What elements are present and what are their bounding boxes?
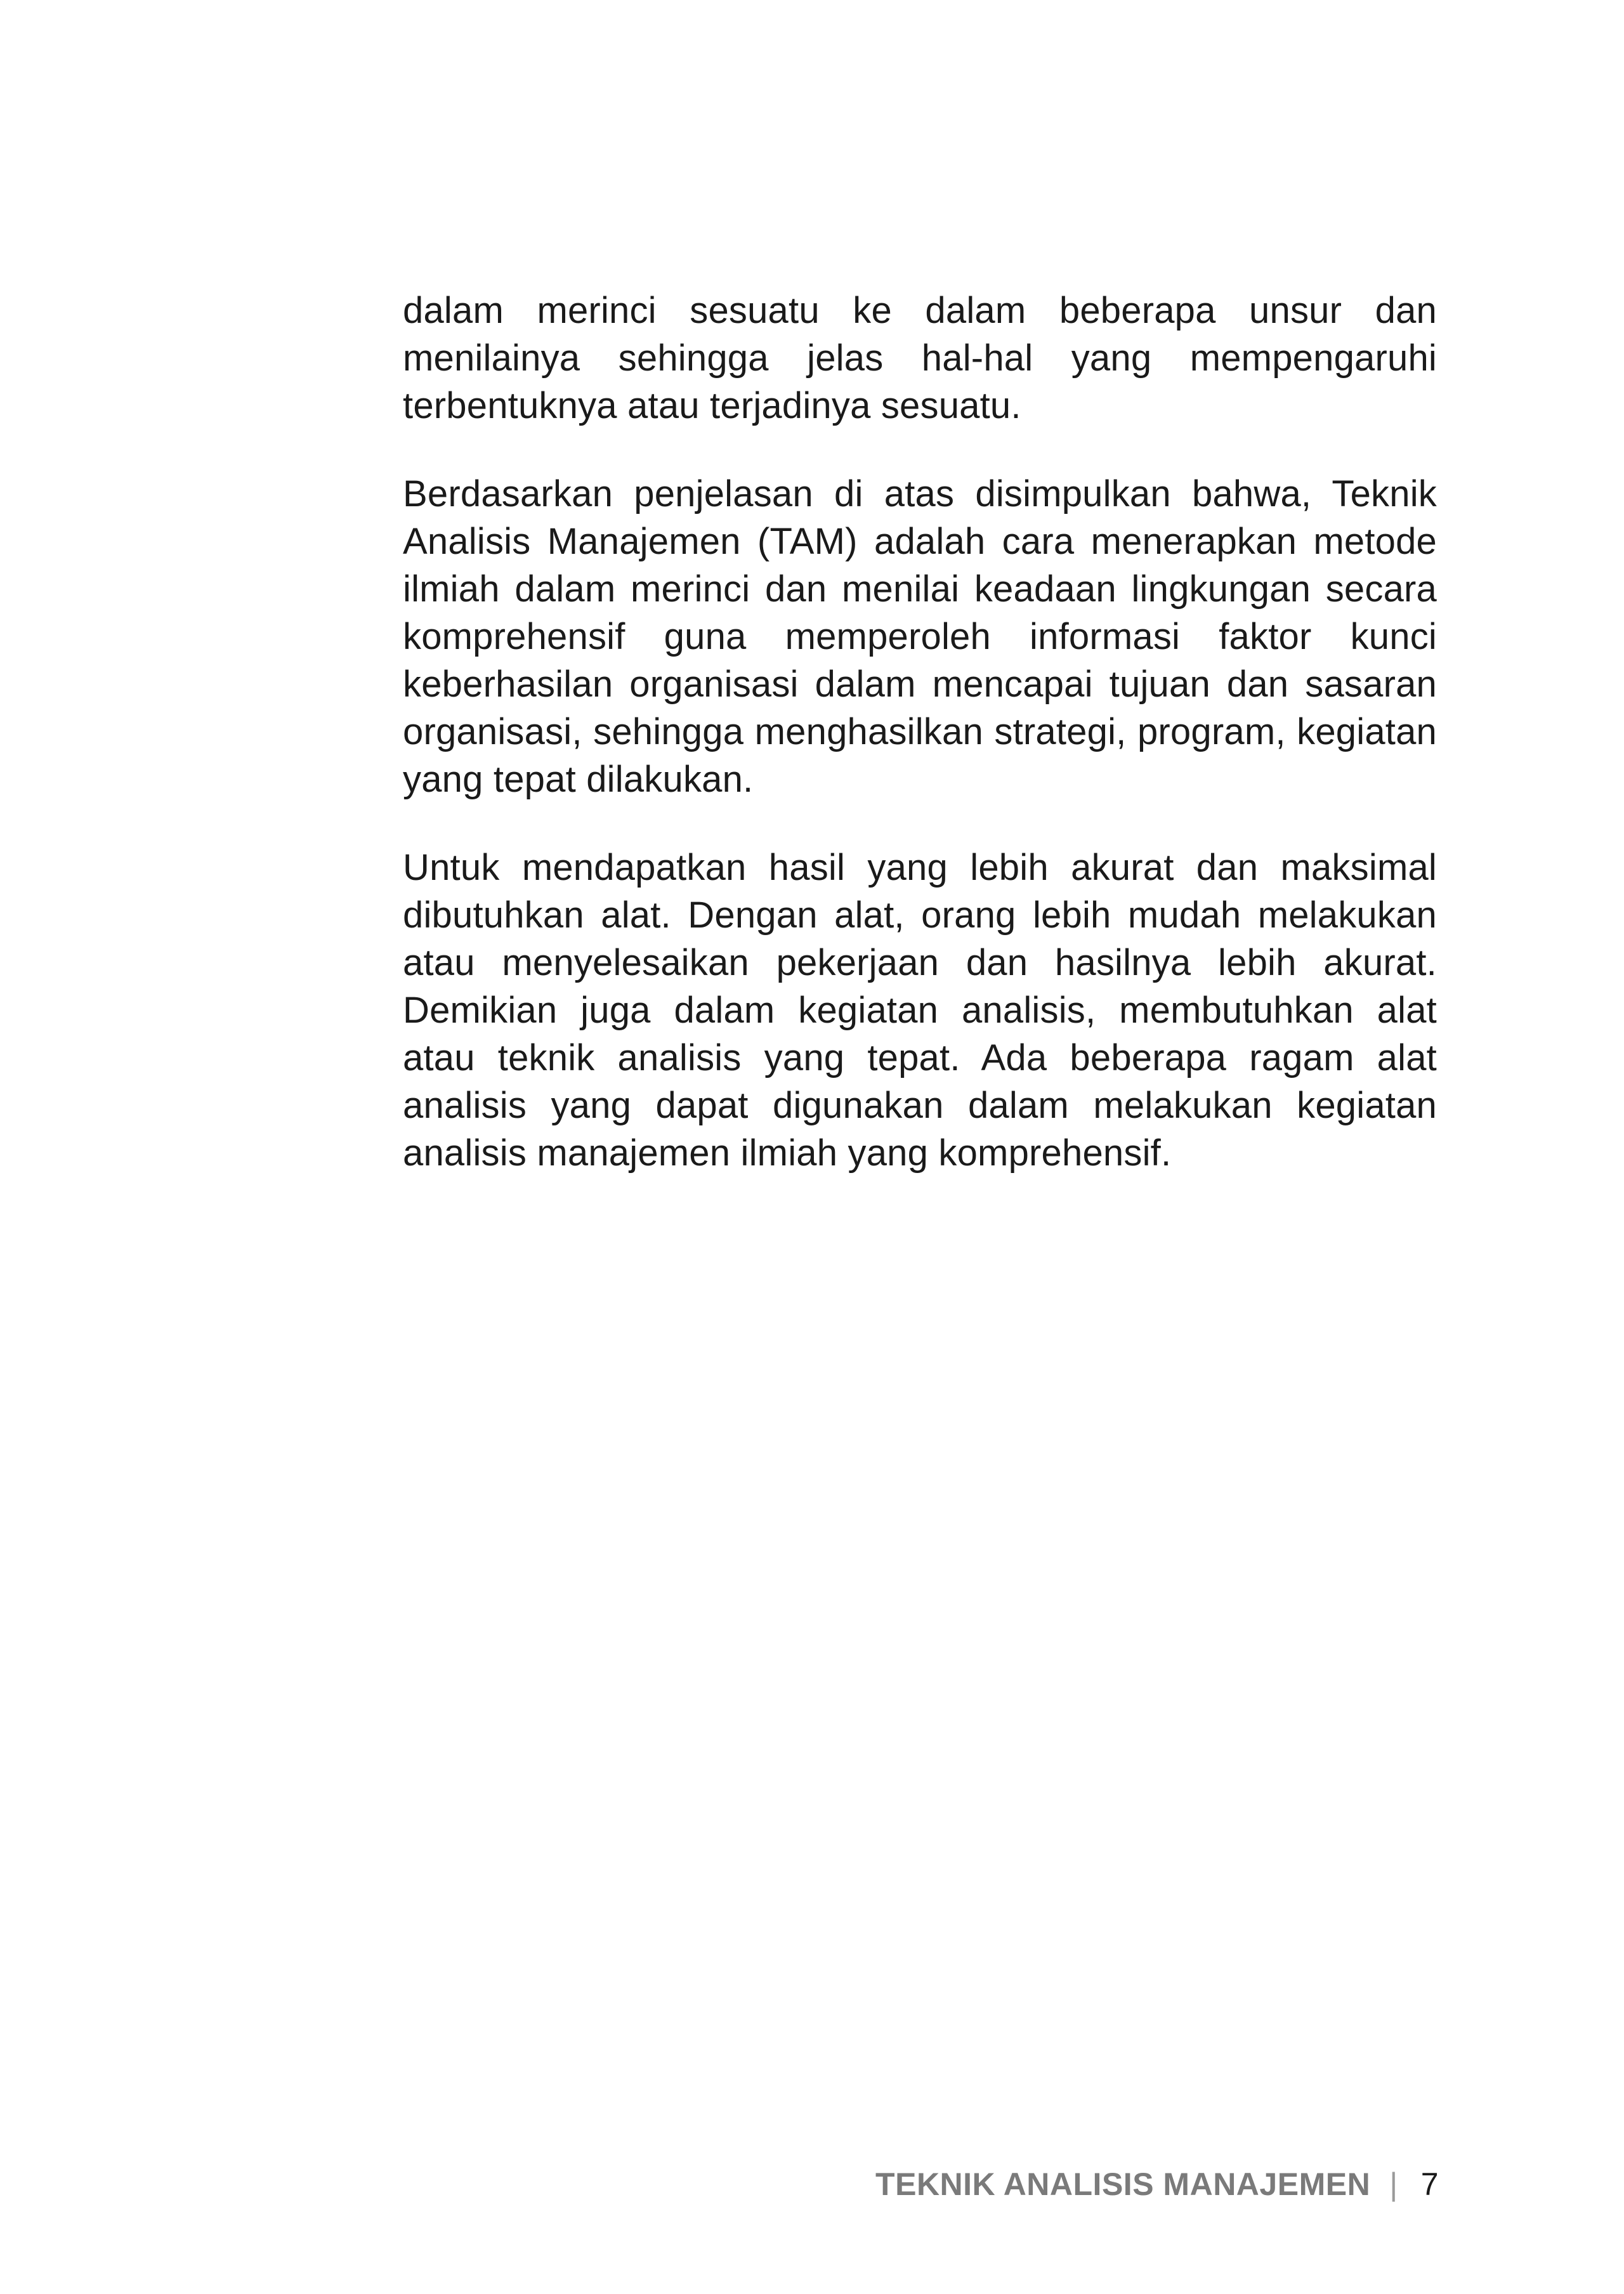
paragraph-3: Untuk mendapatkan hasil yang lebih akurat dan maksimal dibutuhkan alat. Dengan alat, orang lebih mudah melakukan atau menyelesaikan pekerjaan dan hasilnya lebih akurat. Demikian juga dalam kegiatan analisis, membutuhkan alat atau teknik analisis yang tepat. Ada beberapa ragam alat analisis yang dapat digunakan dalam melakukan kegiatan analisis manajemen ilmiah yang komprehensif.: [403, 847, 1437, 1174]
page-number: 7: [1420, 2166, 1439, 2202]
footer-book-title: TEKNIK ANALISIS MANAJEMEN: [875, 2166, 1371, 2202]
body-text: [403, 287, 1437, 1217]
page-footer: [875, 2162, 1439, 2206]
footer-divider: |: [1389, 2166, 1398, 2202]
paragraph-1: dalam merinci sesuatu ke dalam beberapa unsur dan menilainya sehingga jelas hal-hal yang mempengaruhi terbentuknya atau terjadinya sesuatu.: [403, 290, 1437, 426]
paragraph-2: Berdasarkan penjelasan di atas disimpulkan bahwa, Teknik Analisis Manajemen (TAM) adalah cara menerapkan metode ilmiah dalam merinci dan menilai keadaan lingkungan secara komprehensif guna memperoleh informasi faktor kunci keberhasilan organisasi dalam mencapai tujuan dan sasaran organisasi, sehingga menghasilkan strategi, program, kegiatan yang tepat dilakukan.: [403, 473, 1437, 800]
